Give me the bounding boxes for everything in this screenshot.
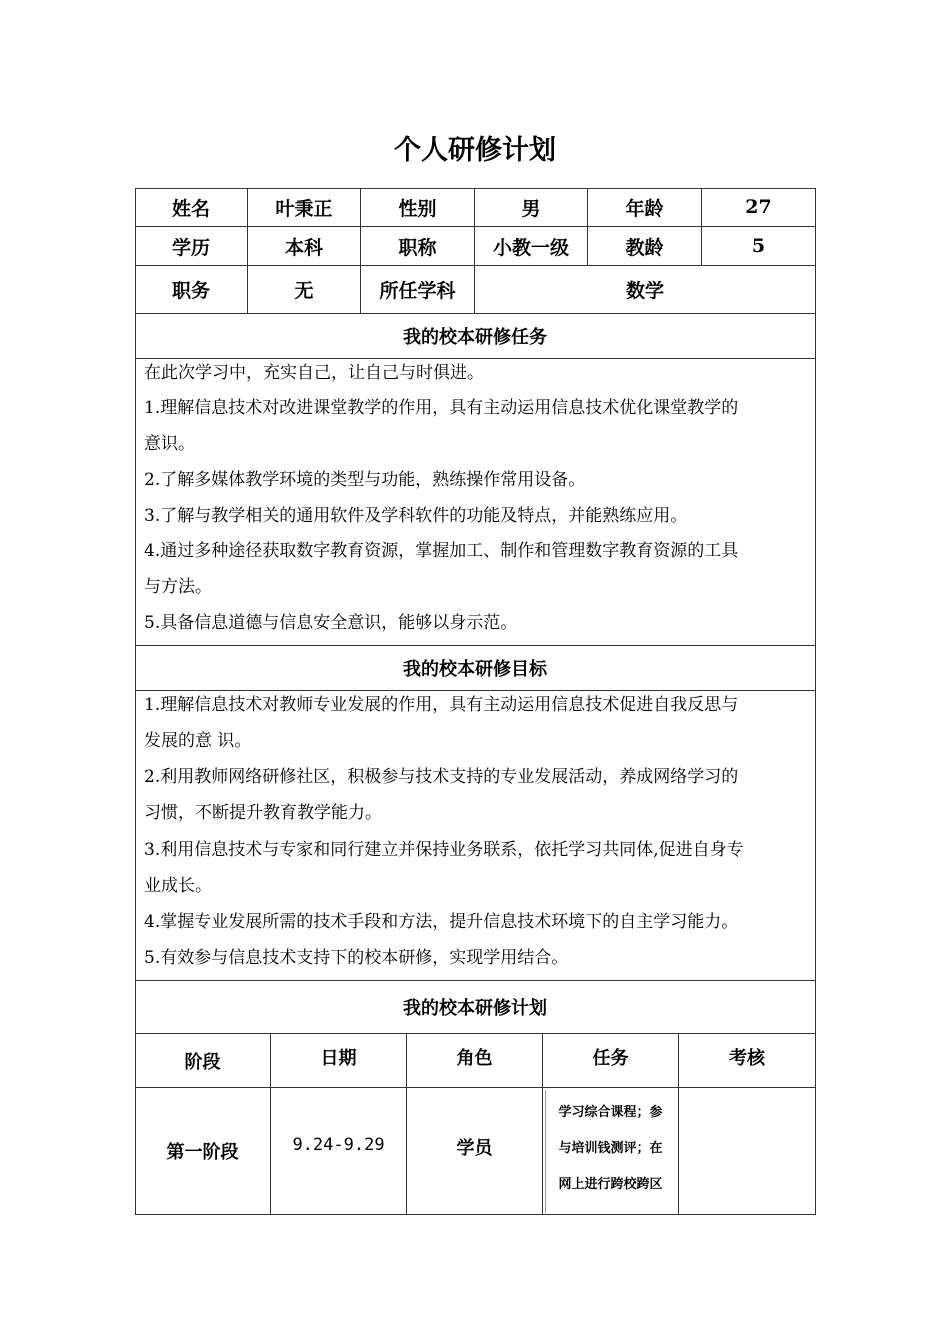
stage-value: 第一阶段 bbox=[135, 1088, 271, 1215]
tasks-line: 在此次学习中，充实自己，让自己与时俱进。 bbox=[144, 363, 484, 383]
tasks-line: 4.通过多种途径获取数字教育资源，掌握加工、制作和管理数字教育资源的工具 bbox=[144, 541, 739, 561]
label-position: 职务 bbox=[135, 266, 248, 314]
role-value: 学员 bbox=[407, 1088, 543, 1215]
value-subject: 数学 bbox=[475, 266, 816, 314]
label-age: 年龄 bbox=[588, 188, 702, 227]
goals-line: 1.理解信息技术对教师专业发展的作用，具有主动运用信息技术促进自我反思与 bbox=[144, 695, 739, 715]
task-line: 与培训钱测评；在 bbox=[558, 1141, 663, 1156]
label-subject: 所任学科 bbox=[361, 266, 475, 314]
task-line: 网上进行跨校跨区 bbox=[558, 1177, 663, 1192]
col-stage: 阶段 bbox=[135, 1034, 271, 1088]
tasks-heading: 我的校本研修任务 bbox=[135, 314, 816, 359]
goals-line: 4.掌握专业发展所需的技术手段和方法，提升信息技术环境下的自主学习能力。 bbox=[144, 912, 739, 932]
col-assessment: 考核 bbox=[679, 1034, 816, 1088]
goals-line: 习惯，不断提升教育教学能力。 bbox=[144, 803, 382, 823]
assessment-value bbox=[679, 1088, 816, 1215]
task-value bbox=[543, 1088, 679, 1215]
date-value: 9.24-9.29 bbox=[271, 1088, 407, 1215]
value-education: 本科 bbox=[248, 227, 361, 266]
label-name: 姓名 bbox=[135, 188, 248, 227]
label-gender: 性别 bbox=[361, 188, 475, 227]
value-position: 无 bbox=[248, 266, 361, 314]
tasks-line: 意识。 bbox=[144, 434, 195, 454]
goals-line: 业成长。 bbox=[144, 876, 212, 896]
goals-line: 2.利用教师网络研修社区，积极参与技术支持的专业发展活动，养成网络学习的 bbox=[144, 767, 739, 787]
goals-heading: 我的校本研修目标 bbox=[135, 646, 816, 691]
value-name: 叶秉正 bbox=[248, 188, 361, 227]
tasks-line: 1.理解信息技术对改进课堂教学的作用，具有主动运用信息技术优化课堂教学的 bbox=[144, 398, 739, 418]
value-gender: 男 bbox=[475, 188, 588, 227]
page-title: 个人研修计划 bbox=[394, 135, 556, 166]
col-date: 日期 bbox=[271, 1034, 407, 1088]
label-title: 职称 bbox=[361, 227, 475, 266]
value-teaching-years: 5 bbox=[702, 227, 816, 266]
tasks-line: 2.了解多媒体教学环境的类型与功能，熟练操作常用设备。 bbox=[144, 470, 586, 490]
task-line: 学习综合课程；参 bbox=[558, 1105, 663, 1120]
task-cell-inner-border bbox=[545, 1090, 546, 1213]
tasks-line: 3.了解与教学相关的通用软件及学科软件的功能及特点，并能熟练应用。 bbox=[144, 506, 688, 526]
col-role: 角色 bbox=[407, 1034, 543, 1088]
label-teaching-years: 教龄 bbox=[588, 227, 702, 266]
tasks-line: 5.具备信息道德与信息安全意识，能够以身示范。 bbox=[144, 613, 518, 633]
value-age: 27 bbox=[702, 188, 816, 227]
plan-heading: 我的校本研修计划 bbox=[135, 981, 816, 1034]
goals-line: 5.有效参与信息技术支持下的校本研修，实现学用结合。 bbox=[144, 948, 569, 968]
goals-line: 3.利用信息技术与专家和同行建立并保持业务联系，依托学习共同体,促进自身专 bbox=[144, 840, 744, 860]
tasks-line: 与方法。 bbox=[144, 577, 212, 597]
label-education: 学历 bbox=[135, 227, 248, 266]
col-task: 任务 bbox=[543, 1034, 679, 1088]
goals-line: 发展的意 识。 bbox=[144, 731, 252, 751]
value-title: 小教一级 bbox=[475, 227, 588, 266]
